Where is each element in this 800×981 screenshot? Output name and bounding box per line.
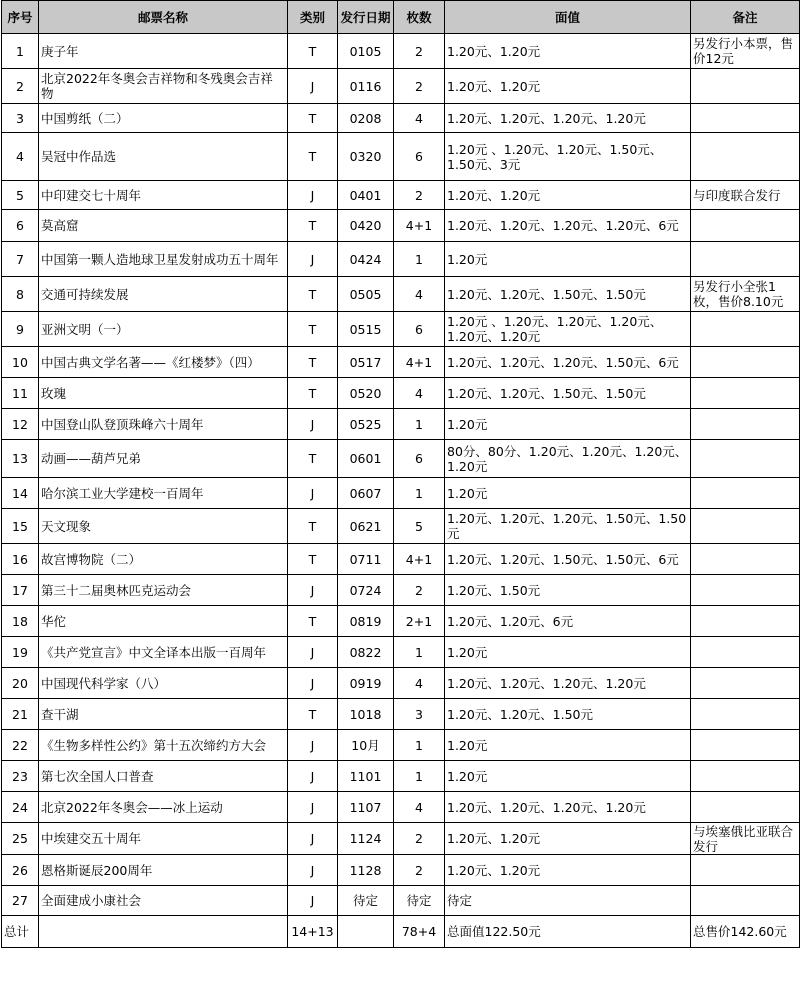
cell-type: J [288, 242, 338, 277]
header-type: 类别 [288, 1, 338, 34]
cell-note [691, 544, 800, 575]
total-row [2, 916, 800, 948]
table-row [2, 210, 800, 242]
cell-name: 动画——葫芦兄弟 [39, 440, 288, 478]
cell-count: 3 [394, 699, 445, 730]
table-row [2, 699, 800, 730]
cell-face: 80分、80分、1.20元、1.20元、1.20元、1.20元 [445, 440, 691, 478]
table-body [2, 34, 800, 916]
cell-face: 1.20元、1.20元、6元 [445, 606, 691, 637]
cell-name: 玫瑰 [39, 378, 288, 409]
total-type: 14+13 [288, 916, 338, 948]
table-row [2, 730, 800, 761]
cell-count: 6 [394, 440, 445, 478]
cell-no: 26 [2, 855, 39, 886]
cell-name: 中印建交七十周年 [39, 181, 288, 210]
cell-note [691, 792, 800, 823]
table-row [2, 761, 800, 792]
cell-face: 1.20元、1.20元 [445, 181, 691, 210]
cell-count: 4 [394, 378, 445, 409]
cell-face: 1.20元、1.20元、1.20元、1.20元 [445, 668, 691, 699]
cell-count: 4 [394, 668, 445, 699]
cell-count: 1 [394, 242, 445, 277]
cell-name: 中国登山队登顶珠峰六十周年 [39, 409, 288, 440]
cell-no: 2 [2, 69, 39, 104]
cell-count: 2 [394, 69, 445, 104]
cell-no: 18 [2, 606, 39, 637]
cell-date: 0424 [338, 242, 394, 277]
cell-name: 中国现代科学家（八） [39, 668, 288, 699]
cell-no: 21 [2, 699, 39, 730]
cell-no: 8 [2, 277, 39, 312]
cell-face: 1.20元 [445, 409, 691, 440]
cell-note [691, 730, 800, 761]
cell-no: 5 [2, 181, 39, 210]
cell-type: T [288, 312, 338, 347]
cell-face: 1.20元、1.20元、1.20元、1.20元、6元 [445, 210, 691, 242]
cell-name: 《共产党宣言》中文全译本出版一百周年 [39, 637, 288, 668]
cell-note [691, 409, 800, 440]
cell-count: 待定 [394, 886, 445, 916]
table-row [2, 347, 800, 378]
cell-name: 庚子年 [39, 34, 288, 69]
cell-date: 待定 [338, 886, 394, 916]
header-name: 邮票名称 [39, 1, 288, 34]
cell-name: 华佗 [39, 606, 288, 637]
cell-type: J [288, 823, 338, 855]
cell-type: J [288, 886, 338, 916]
cell-name: 第三十二届奥林匹克运动会 [39, 575, 288, 606]
cell-note [691, 347, 800, 378]
table-row [2, 181, 800, 210]
cell-note [691, 575, 800, 606]
cell-name: 《生物多样性公约》第十五次缔约方大会 [39, 730, 288, 761]
table-row [2, 792, 800, 823]
cell-count: 1 [394, 730, 445, 761]
cell-count: 6 [394, 312, 445, 347]
cell-no: 6 [2, 210, 39, 242]
cell-no: 17 [2, 575, 39, 606]
cell-note [691, 855, 800, 886]
cell-date: 10月 [338, 730, 394, 761]
cell-date: 0105 [338, 34, 394, 69]
cell-date: 0116 [338, 69, 394, 104]
cell-note [691, 478, 800, 509]
cell-no: 19 [2, 637, 39, 668]
cell-type: J [288, 637, 338, 668]
cell-date: 0819 [338, 606, 394, 637]
total-name [39, 916, 288, 948]
cell-no: 25 [2, 823, 39, 855]
cell-no: 23 [2, 761, 39, 792]
cell-date: 1128 [338, 855, 394, 886]
cell-count: 2 [394, 823, 445, 855]
cell-no: 4 [2, 133, 39, 181]
cell-name: 中国剪纸（二） [39, 104, 288, 133]
cell-count: 2 [394, 181, 445, 210]
cell-no: 12 [2, 409, 39, 440]
table-row [2, 668, 800, 699]
cell-no: 11 [2, 378, 39, 409]
cell-date: 0520 [338, 378, 394, 409]
cell-name: 恩格斯诞辰200周年 [39, 855, 288, 886]
cell-type: T [288, 509, 338, 544]
cell-note [691, 312, 800, 347]
total-face: 总面值122.50元 [445, 916, 691, 948]
cell-face: 1.20元、1.20元、1.50元、1.50元 [445, 277, 691, 312]
cell-no: 13 [2, 440, 39, 478]
table-row [2, 312, 800, 347]
cell-face: 1.20元 [445, 242, 691, 277]
cell-type: T [288, 277, 338, 312]
cell-face: 1.20元、1.20元 [445, 69, 691, 104]
table-row [2, 509, 800, 544]
cell-name: 中埃建交五十周年 [39, 823, 288, 855]
cell-date: 0711 [338, 544, 394, 575]
cell-type: T [288, 104, 338, 133]
table-row [2, 104, 800, 133]
cell-type: J [288, 575, 338, 606]
cell-note [691, 378, 800, 409]
cell-date: 0515 [338, 312, 394, 347]
cell-date: 0621 [338, 509, 394, 544]
cell-note [691, 761, 800, 792]
table-row [2, 855, 800, 886]
cell-date: 1018 [338, 699, 394, 730]
cell-face: 1.20元 [445, 478, 691, 509]
cell-count: 1 [394, 409, 445, 440]
table-row [2, 378, 800, 409]
table-row [2, 440, 800, 478]
cell-count: 4 [394, 104, 445, 133]
cell-face: 1.20元 [445, 761, 691, 792]
cell-type: T [288, 699, 338, 730]
cell-face: 待定 [445, 886, 691, 916]
header-date: 发行日期 [338, 1, 394, 34]
cell-name: 天文现象 [39, 509, 288, 544]
cell-face: 1.20元、1.20元 [445, 34, 691, 69]
cell-note: 另发行小全张1枚，售价8.10元 [691, 277, 800, 312]
cell-face: 1.20元 [445, 637, 691, 668]
cell-note [691, 668, 800, 699]
cell-type: T [288, 606, 338, 637]
cell-count: 4 [394, 792, 445, 823]
table-row [2, 606, 800, 637]
cell-face: 1.20元、1.20元、1.50元、1.50元 [445, 378, 691, 409]
cell-count: 1 [394, 761, 445, 792]
total-date [338, 916, 394, 948]
cell-date: 0320 [338, 133, 394, 181]
cell-count: 4+1 [394, 544, 445, 575]
cell-no: 22 [2, 730, 39, 761]
cell-date: 0919 [338, 668, 394, 699]
cell-face: 1.20元、1.20元、1.20元、1.20元 [445, 104, 691, 133]
header-count: 枚数 [394, 1, 445, 34]
cell-face: 1.20元 [445, 730, 691, 761]
cell-type: T [288, 34, 338, 69]
cell-face: 1.20元、1.20元、1.20元、1.50元、6元 [445, 347, 691, 378]
cell-date: 0420 [338, 210, 394, 242]
table-row [2, 277, 800, 312]
cell-type: J [288, 69, 338, 104]
table-row [2, 637, 800, 668]
cell-date: 1101 [338, 761, 394, 792]
table-row [2, 886, 800, 916]
cell-count: 6 [394, 133, 445, 181]
cell-no: 15 [2, 509, 39, 544]
cell-face: 1.20元、1.20元、1.20元、1.50元、1.50元 [445, 509, 691, 544]
cell-no: 3 [2, 104, 39, 133]
cell-name: 吴冠中作品选 [39, 133, 288, 181]
cell-name: 亚洲文明（一） [39, 312, 288, 347]
cell-face: 1.20元、1.20元、1.50元、1.50元、6元 [445, 544, 691, 575]
cell-date: 0525 [338, 409, 394, 440]
cell-no: 7 [2, 242, 39, 277]
total-count: 78+4 [394, 916, 445, 948]
table-row [2, 242, 800, 277]
cell-date: 0401 [338, 181, 394, 210]
cell-name: 中国第一颗人造地球卫星发射成功五十周年 [39, 242, 288, 277]
cell-note [691, 606, 800, 637]
cell-note [691, 440, 800, 478]
cell-date: 0724 [338, 575, 394, 606]
header-face: 面值 [445, 1, 691, 34]
cell-no: 27 [2, 886, 39, 916]
total-note: 总售价142.60元 [691, 916, 800, 948]
cell-type: J [288, 478, 338, 509]
cell-note: 与印度联合发行 [691, 181, 800, 210]
cell-type: T [288, 378, 338, 409]
table-row [2, 133, 800, 181]
cell-note [691, 637, 800, 668]
cell-count: 5 [394, 509, 445, 544]
cell-note [691, 886, 800, 916]
cell-name: 北京2022年冬奥会吉祥物和冬残奥会吉祥物 [39, 69, 288, 104]
cell-name: 中国古典文学名著——《红楼梦》（四） [39, 347, 288, 378]
cell-name: 交通可持续发展 [39, 277, 288, 312]
table-row [2, 478, 800, 509]
cell-no: 20 [2, 668, 39, 699]
cell-name: 第七次全国人口普查 [39, 761, 288, 792]
cell-name: 哈尔滨工业大学建校一百周年 [39, 478, 288, 509]
cell-face: 1.20元、1.20元 [445, 823, 691, 855]
cell-type: T [288, 440, 338, 478]
table-row [2, 69, 800, 104]
stamp-issue-table [1, 0, 800, 948]
cell-date: 0208 [338, 104, 394, 133]
cell-count: 2 [394, 855, 445, 886]
cell-no: 16 [2, 544, 39, 575]
cell-type: J [288, 761, 338, 792]
cell-no: 24 [2, 792, 39, 823]
cell-no: 1 [2, 34, 39, 69]
cell-face: 1.20元、1.20元 [445, 855, 691, 886]
cell-note [691, 104, 800, 133]
cell-count: 1 [394, 637, 445, 668]
cell-no: 14 [2, 478, 39, 509]
cell-count: 2 [394, 575, 445, 606]
cell-date: 0607 [338, 478, 394, 509]
cell-type: J [288, 668, 338, 699]
cell-name: 查干湖 [39, 699, 288, 730]
cell-date: 0822 [338, 637, 394, 668]
table-row [2, 575, 800, 606]
cell-type: T [288, 544, 338, 575]
cell-count: 1 [394, 478, 445, 509]
cell-name: 故宫博物院（二） [39, 544, 288, 575]
cell-type: T [288, 347, 338, 378]
cell-note [691, 210, 800, 242]
cell-note: 与埃塞俄比亚联合发行 [691, 823, 800, 855]
cell-date: 1107 [338, 792, 394, 823]
cell-type: J [288, 730, 338, 761]
table-row [2, 544, 800, 575]
cell-note [691, 69, 800, 104]
cell-date: 0505 [338, 277, 394, 312]
header-no: 序号 [2, 1, 39, 34]
cell-note [691, 699, 800, 730]
cell-note [691, 509, 800, 544]
cell-count: 4+1 [394, 347, 445, 378]
cell-count: 4+1 [394, 210, 445, 242]
cell-note: 另发行小本票，售价12元 [691, 34, 800, 69]
cell-name: 莫高窟 [39, 210, 288, 242]
table-row [2, 823, 800, 855]
cell-name: 北京2022年冬奥会——冰上运动 [39, 792, 288, 823]
cell-no: 10 [2, 347, 39, 378]
cell-type: J [288, 855, 338, 886]
cell-date: 0517 [338, 347, 394, 378]
cell-face: 1.20元、1.20元、1.20元、1.20元 [445, 792, 691, 823]
table-row [2, 34, 800, 69]
cell-count: 2 [394, 34, 445, 69]
cell-face: 1.20元 、1.20元、1.20元、1.20元、1.20元、1.20元 [445, 312, 691, 347]
cell-type: J [288, 409, 338, 440]
cell-type: J [288, 181, 338, 210]
header-row [2, 1, 800, 34]
cell-name: 全面建成小康社会 [39, 886, 288, 916]
cell-type: T [288, 133, 338, 181]
cell-type: T [288, 210, 338, 242]
cell-type: J [288, 792, 338, 823]
cell-date: 0601 [338, 440, 394, 478]
cell-face: 1.20元、1.50元 [445, 575, 691, 606]
cell-face: 1.20元 、1.20元、1.20元、1.50元、1.50元、3元 [445, 133, 691, 181]
cell-note [691, 242, 800, 277]
cell-no: 9 [2, 312, 39, 347]
header-note: 备注 [691, 1, 800, 34]
total-label: 总计 [2, 916, 39, 948]
cell-count: 2+1 [394, 606, 445, 637]
cell-note [691, 133, 800, 181]
table-row [2, 409, 800, 440]
cell-face: 1.20元、1.20元、1.50元 [445, 699, 691, 730]
cell-date: 1124 [338, 823, 394, 855]
cell-count: 4 [394, 277, 445, 312]
